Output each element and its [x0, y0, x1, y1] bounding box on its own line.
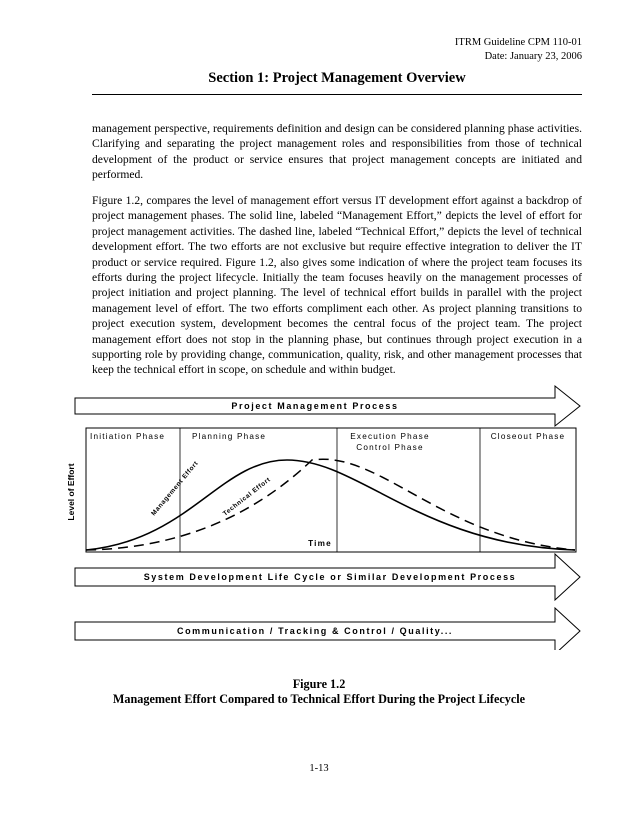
y-axis-label: Level of Effort — [66, 463, 76, 521]
phase-box — [86, 428, 576, 552]
page-number: 1-13 — [309, 763, 329, 774]
paragraph-2: Figure 1.2, compares the level of management effort versus IT development effort against a backdrop of project management phases. The solid line, labeled “Management Effort,” depicts the level of effort for project management activities. The dashed line, labeled “Technical Effort,” depicts the level of technical development effort. The two efforts are not exclusive but require effective integration to deliver the IT product or service required. Figure 1.2, also gives some indication of where the project team focuses its efforts during the project lifecycle. Initially the team focuses heavily on the management processes of project initiation and project planning. The level of technical effort builds in parallel with the project management level of effort. The two efforts compliment each other. As project planning transitions to project execution system, development becomes the central focus of the project team. The project management effort does not stop in the planning phase, but continues through project execution in a supporting role by providing change, communication, quality, risk, and other management processes that keep the technical effort in scope, on schedule and within budget. — [92, 194, 582, 377]
section-title: Section 1: Project Management Overview — [208, 70, 466, 86]
sdlc-label: System Development Life Cycle or Similar Development Process — [143, 572, 517, 582]
phase-closeout: Closeout Phase — [490, 432, 566, 441]
management-effort-label: Management Effort — [150, 459, 200, 518]
figure-1-2 — [0, 380, 638, 650]
technical-effort-label: Technical Effort — [221, 476, 273, 518]
phase-execution: Execution Phase — [350, 432, 430, 441]
phase-initiation: Initiation Phase — [90, 432, 166, 441]
page-header — [455, 36, 582, 64]
figure-number: Figure 1.2 — [292, 677, 346, 691]
figure-caption: Management Effort Compared to Technical Effort During the Project Lifecycle — [112, 692, 526, 706]
phase-control: Control Phase — [356, 443, 424, 452]
pm-process-label: Project Management Process — [231, 401, 399, 411]
paragraph-1: management perspective, requirements definition and design can be considered planning phase activities. Clarifying and separating the project management roles and responsibilities from those of technical development of the product or service ensures that project management concepts are initiated and performed. — [92, 122, 582, 182]
doc-id: ITRM Guideline CPM 110-01 — [454, 37, 582, 48]
title-rule — [92, 94, 582, 95]
doc-date: Date: January 23, 2006 — [484, 51, 582, 62]
communication-label: Communication / Tracking & Control / Quality... — [176, 626, 454, 636]
x-axis-label: Time — [308, 539, 332, 548]
phase-planning: Planning Phase — [192, 432, 267, 441]
